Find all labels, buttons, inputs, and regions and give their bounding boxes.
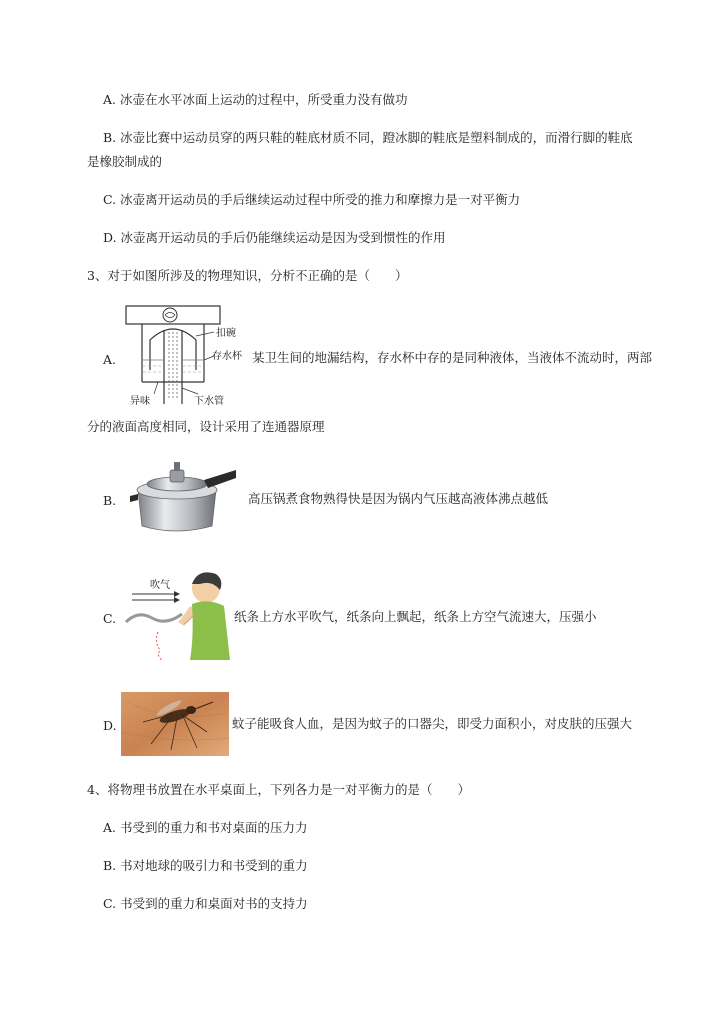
q2-option-d: D. 冰壶离开运动员的手后仍能继续运动是因为受到惯性的作用 bbox=[103, 230, 446, 245]
label-smell: 异味 bbox=[130, 396, 150, 407]
pressure-cooker-image bbox=[124, 456, 238, 538]
q2-option-b-line2: 是橡胶制成的 bbox=[87, 154, 163, 169]
q3-b-text: 高压锅煮食物熟得快是因为锅内气压越高液体沸点越低 bbox=[248, 491, 549, 506]
q3-d-letter: D. bbox=[103, 718, 117, 733]
q3-c-letter: C. bbox=[103, 611, 117, 626]
q3-d-text: 蚊子能吸食人血，是因为蚊子的口器尖，即受力面积小，对皮肤的压强大 bbox=[232, 716, 633, 731]
label-blow: 吹气 bbox=[150, 580, 170, 591]
label-cup: 存水杯 bbox=[212, 351, 242, 362]
label-pipe: 下水管 bbox=[194, 396, 224, 407]
q3-c-text: 纸条上方水平吹气，纸条向上飘起，纸条上方空气流速大，压强小 bbox=[234, 609, 597, 624]
q3-a-letter: A. bbox=[103, 352, 117, 367]
blowing-paper-figure bbox=[120, 566, 234, 662]
floor-drain-figure bbox=[118, 300, 258, 412]
q4-option-b: B. 书对地球的吸引力和书受到的重力 bbox=[103, 858, 308, 873]
mosquito-photo bbox=[121, 692, 229, 756]
q4-stem: 4、将物理书放置在水平桌面上，下列各力是一对平衡力的是（ ） bbox=[87, 782, 470, 797]
label-bowl: 扣碗 bbox=[216, 328, 236, 339]
q3-stem: 3、对于如图所涉及的物理知识，分析不正确的是（ ） bbox=[87, 268, 408, 283]
q2-option-a: A. 冰壶在水平冰面上运动的过程中，所受重力没有做功 bbox=[103, 92, 408, 107]
q3-a-text-line1: 某卫生间的地漏结构，存水杯中存的是同种液体，当液体不流动时，两部 bbox=[252, 350, 653, 365]
q2-option-b-line1: B. 冰壶比赛中运动员穿的两只鞋的鞋底材质不同，蹬冰脚的鞋底是塑料制成的，而滑行脚的鞋底 bbox=[103, 130, 633, 145]
q3-a-text-line2: 分的液面高度相同，设计采用了连通器原理 bbox=[87, 419, 325, 434]
q2-option-c: C. 冰壶离开运动员的手后继续运动过程中所受的推力和摩擦力是一对平衡力 bbox=[103, 192, 521, 207]
q4-option-a: A. 书受到的重力和书对桌面的压力力 bbox=[103, 820, 308, 835]
q3-b-letter: B. bbox=[103, 493, 117, 508]
q4-option-c: C. 书受到的重力和桌面对书的支持力 bbox=[103, 896, 308, 911]
